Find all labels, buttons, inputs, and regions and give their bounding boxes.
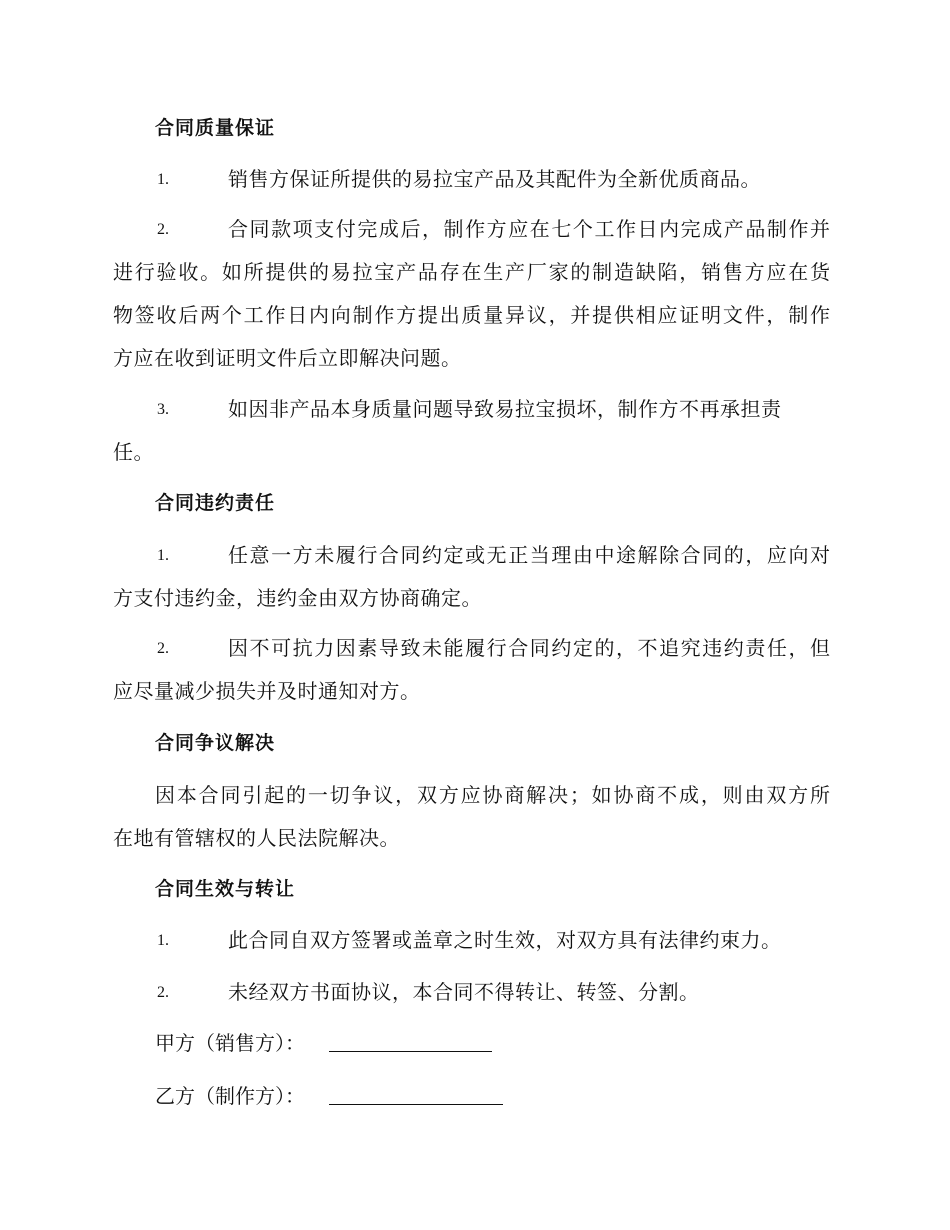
party-b-signature-line[interactable] — [329, 1104, 503, 1105]
item-number: 2. — [157, 221, 169, 238]
item-text: 合同款项支付完成后，制作方应在七个工作日内完成产品制作并 — [228, 217, 830, 241]
item-text: 此合同自双方签署或盖章之时生效，对双方具有法律约束力。 — [228, 928, 782, 952]
item-text: 应尽量减少损失并及时通知对方。 — [113, 679, 421, 703]
item-number: 1. — [157, 547, 169, 564]
item-text: 因不可抗力因素导致未能履行合同约定的，不追究违约责任，但 — [228, 636, 830, 660]
item-text: 如因非产品本身质量问题导致易拉宝损坏，制作方不再承担责 — [228, 397, 782, 421]
section-heading-dispute: 合同争议解决 — [155, 732, 276, 754]
item-text: 进行验收。如所提供的易拉宝产品存在生产厂家的制造缺陷，销售方应在货 — [113, 260, 830, 284]
item-number: 2. — [157, 984, 169, 1001]
item-number: 1. — [157, 932, 169, 949]
paragraph-text: 在地有管辖权的人民法院解决。 — [113, 826, 400, 850]
item-number: 1. — [157, 171, 169, 188]
section-heading-effect: 合同生效与转让 — [155, 878, 296, 900]
paragraph-text: 因本合同引起的一切争议，双方应协商解决；如协商不成，则由双方所 — [155, 783, 830, 807]
item-text: 方应在收到证明文件后立即解决问题。 — [113, 346, 462, 370]
item-text: 任意一方未履行合同约定或无正当理由中途解除合同的，应向对 — [228, 543, 830, 567]
item-text: 方支付违约金，违约金由双方协商确定。 — [113, 586, 482, 610]
item-number: 3. — [157, 401, 169, 418]
item-text: 物签收后两个工作日内向制作方提出质量异议，并提供相应证明文件，制作 — [113, 303, 830, 327]
party-b-label: 乙方（制作方）： — [155, 1084, 305, 1108]
item-text: 任。 — [113, 440, 154, 464]
section-heading-breach: 合同违约责任 — [155, 492, 276, 514]
party-a-signature-line[interactable] — [329, 1051, 492, 1052]
section-heading-quality: 合同质量保证 — [155, 117, 276, 139]
item-text: 未经双方书面协议，本合同不得转让、转签、分割。 — [228, 980, 700, 1004]
item-text: 销售方保证所提供的易拉宝产品及其配件为全新优质商品。 — [228, 167, 761, 191]
party-a-label: 甲方（销售方）： — [155, 1031, 305, 1055]
item-number: 2. — [157, 640, 169, 657]
